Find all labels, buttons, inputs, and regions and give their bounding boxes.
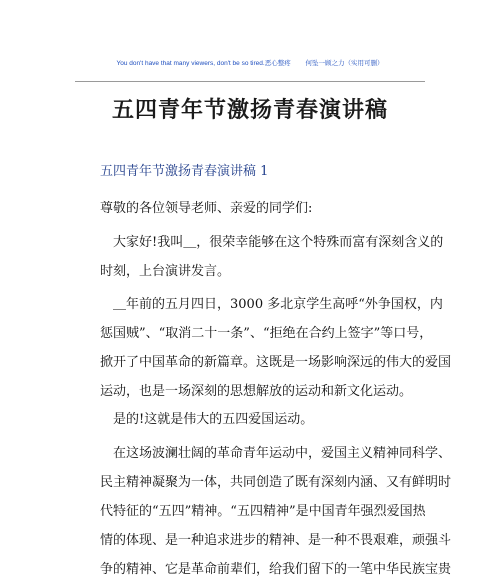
text-line: 在这场波澜壮阔的革命青年运动中，爱国主义精神同科学、 [100, 446, 452, 461]
paragraph-history [100, 290, 452, 406]
text-line: 运动，也是一场深刻的思想解放的运动和新文化运动。 [100, 384, 413, 399]
page-header-text: You don't have that many viewers, don't be so tired.恶心整疼 何坠一顾之力（实用可删） [116, 60, 384, 67]
text-line: 掀开了中国革命的新篇章。这既是一场影响深远的伟大的爱国 [100, 355, 452, 370]
text-line: 大家好!我叫＿，很荣幸能够在这个特殊而富有深刻含义的 [100, 235, 444, 250]
text-line: ＿年前的五月四日，3000 多北京学生高呼“外争国权，内 [100, 297, 443, 312]
document-title: 五四青年节激扬青春演讲稿 [111, 97, 388, 123]
text-line: 争的精神、它是革命前辈们，给我们留下的一笔中华民族宝贵 [100, 562, 452, 577]
text-line: 尊敬的各位领导老师、亲爱的同学们: [100, 201, 313, 216]
text-line: 情的体现、是一种追求进步的精神、是一种不畏艰难，顽强斗 [100, 533, 452, 548]
paragraph-introduction [100, 228, 444, 286]
text-line: 惩国贼”、“取消二十一条”、“拒绝在合约上签字”等口号， [100, 326, 433, 341]
text-line: 时刻，上台演讲发言。 [100, 264, 231, 279]
text-line: 代特征的“五四”精神。“五四精神”是中国青年强烈爱国热 [100, 504, 426, 519]
paragraph-greeting [100, 194, 430, 223]
text-line: 是的!这就是伟大的五四爱国运动。 [100, 412, 314, 427]
header-divider [75, 81, 425, 82]
paragraph-spirit [100, 439, 452, 584]
section-title: 五四青年节激扬青春演讲稿 1 [100, 164, 269, 179]
text-line: 民主精神凝聚为一体，共同创造了既有深刻内涵、又有鲜明时 [100, 475, 452, 490]
paragraph-affirmation [100, 405, 430, 434]
